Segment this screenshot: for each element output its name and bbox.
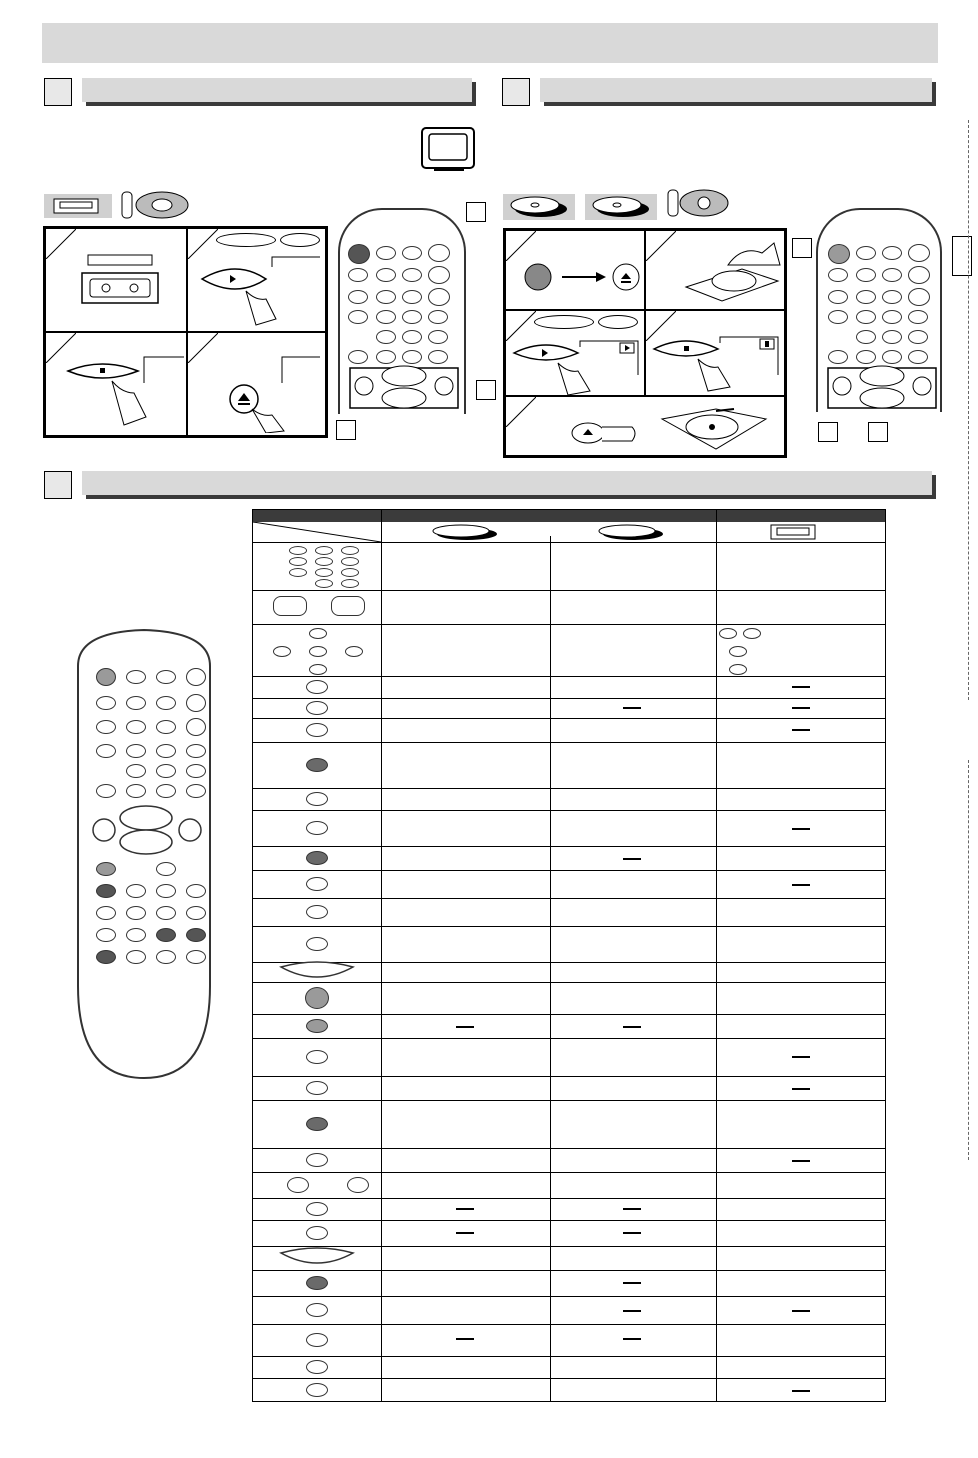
table-row [253, 1356, 885, 1357]
cursor-key-icon [719, 628, 737, 639]
vhs-tag [44, 194, 112, 218]
wide-button-icon [277, 1247, 357, 1269]
number-key-icon [341, 546, 359, 555]
remote-button-icon [306, 1276, 328, 1290]
table-row [253, 1014, 885, 1015]
number-key-icon [341, 579, 359, 588]
section-number [44, 471, 72, 499]
cursor-key-icon [743, 628, 761, 639]
remote-button-icon [306, 937, 328, 951]
search-button-icon [273, 596, 307, 616]
not-available-mark [623, 1310, 641, 1312]
not-available-mark [456, 1338, 474, 1340]
not-available-mark [623, 1026, 641, 1028]
table-row [253, 676, 885, 677]
number-key-icon [315, 557, 333, 566]
table-row [253, 870, 885, 871]
step-stop-disc [645, 310, 785, 396]
not-available-mark [792, 1310, 810, 1312]
not-available-mark [792, 707, 810, 709]
not-available-mark [623, 858, 641, 860]
section-vcr-header [44, 78, 472, 108]
remote-button-icon [306, 1333, 328, 1347]
remote-button-icon [306, 821, 328, 835]
remote-button-icon [306, 877, 328, 891]
table-row [253, 846, 885, 847]
not-available-mark [456, 1208, 474, 1210]
cd-disc-icon [589, 524, 669, 542]
remote-button-icon [306, 1050, 328, 1064]
skip-button-icon [347, 1177, 369, 1193]
section-heading [82, 78, 472, 102]
dvd-steps-panel [503, 228, 787, 458]
table-row [253, 1076, 885, 1077]
remote-button-icon [306, 1226, 328, 1240]
not-available-mark [792, 1390, 810, 1392]
skip-button-icon [287, 1177, 309, 1193]
callout-badge [476, 380, 496, 400]
not-available-mark [456, 1026, 474, 1028]
number-key-icon [341, 568, 359, 577]
table-row [253, 1198, 885, 1199]
table-row [253, 542, 885, 543]
step-power-eject [505, 230, 645, 310]
not-available-mark [623, 1338, 641, 1340]
table-row [253, 718, 885, 719]
not-available-mark [456, 1232, 474, 1234]
not-available-mark [623, 707, 641, 709]
remote-button-icon [306, 1019, 328, 1033]
cd-tag [585, 194, 657, 220]
table-row [253, 788, 885, 789]
step-eject-vcr [187, 332, 326, 436]
section-number [502, 78, 530, 106]
wide-button-icon [277, 961, 357, 983]
table-row [253, 1270, 885, 1271]
callout-badge [466, 202, 486, 222]
dvd-tag [503, 194, 575, 220]
not-available-mark [792, 686, 810, 688]
callout-badge [952, 236, 972, 276]
remote-button-icon [306, 1303, 328, 1317]
not-available-mark [623, 1282, 641, 1284]
section-number [44, 78, 72, 106]
search-button-icon [331, 596, 365, 616]
dvd-disc-icon [423, 524, 503, 542]
step-play-disc [505, 310, 645, 396]
remote-control-full [70, 626, 218, 1086]
not-available-mark [792, 1056, 810, 1058]
callout-badge [868, 422, 888, 442]
section-buttons-header [44, 471, 932, 501]
table-row [253, 1220, 885, 1221]
cursor-key-icon [729, 646, 747, 657]
step-eject-disc [505, 396, 785, 456]
number-key-icon [315, 546, 333, 555]
not-available-mark [623, 1232, 641, 1234]
step-stop-vcr [45, 332, 187, 436]
section-dvd-header [502, 78, 932, 108]
cursor-key-icon [309, 664, 327, 675]
remote-button-icon [306, 1081, 328, 1095]
remote-button-icon [306, 723, 328, 737]
not-available-mark [623, 1208, 641, 1210]
remote-dvd-partial [816, 208, 942, 412]
vhs-cassette-icon [769, 523, 819, 541]
remote-button-icon [306, 1202, 328, 1216]
cursor-key-icon [729, 664, 747, 675]
table-row [253, 624, 885, 625]
table-row [253, 742, 885, 743]
cursor-key-icon [273, 646, 291, 657]
not-available-mark [792, 828, 810, 830]
table-row [253, 1100, 885, 1101]
section-heading [82, 471, 932, 495]
remote-button-icon [305, 987, 329, 1009]
button-function-table [252, 509, 886, 1402]
callout-badge [818, 422, 838, 442]
remote-button-icon [306, 792, 328, 806]
remote-vcr-partial [338, 208, 466, 414]
remote-button-icon [306, 1360, 328, 1374]
cursor-key-icon [309, 628, 327, 639]
remote-button-icon [306, 905, 328, 919]
number-key-icon [289, 546, 307, 555]
table-row [253, 1378, 885, 1379]
not-available-mark [792, 1088, 810, 1090]
cursor-key-icon [309, 646, 327, 657]
step-insert-cassette [45, 228, 187, 332]
table-row [253, 590, 885, 591]
table-row [253, 698, 885, 699]
number-key-icon [341, 557, 359, 566]
step-play-vcr [187, 228, 326, 332]
table-header-row [253, 510, 885, 522]
cursor-key-icon [345, 646, 363, 657]
table-row [253, 898, 885, 899]
section-heading [540, 78, 932, 102]
remote-button-icon [306, 1383, 328, 1397]
vcr-remote-hand-icon [120, 188, 190, 222]
number-key-icon [315, 568, 333, 577]
remote-button-icon [306, 701, 328, 715]
table-row [253, 810, 885, 811]
table-row [253, 1324, 885, 1325]
remote-button-icon [306, 1117, 328, 1131]
callout-badge [336, 420, 356, 440]
table-row [253, 1172, 885, 1173]
callout-badge [792, 238, 812, 258]
eject-button[interactable] [186, 668, 206, 686]
dvd-remote-hand-icon [666, 186, 730, 220]
tv-icon [420, 126, 478, 172]
remote-button-icon [306, 680, 328, 694]
table-row [253, 1038, 885, 1039]
table-row [253, 926, 885, 927]
remote-button-icon [306, 1153, 328, 1167]
step-load-disc [645, 230, 785, 310]
power-button[interactable] [96, 668, 116, 686]
number-key-icon [315, 579, 333, 588]
number-key-icon [289, 557, 307, 566]
not-available-mark [792, 729, 810, 731]
number-key-icon [289, 568, 307, 577]
table-row [253, 1148, 885, 1149]
remote-button-icon [306, 758, 328, 772]
vcr-steps-panel [43, 226, 328, 438]
not-available-mark [792, 884, 810, 886]
not-available-mark [792, 1160, 810, 1162]
remote-button-icon [306, 851, 328, 865]
page-title-bar [42, 23, 938, 63]
table-row [253, 1296, 885, 1297]
